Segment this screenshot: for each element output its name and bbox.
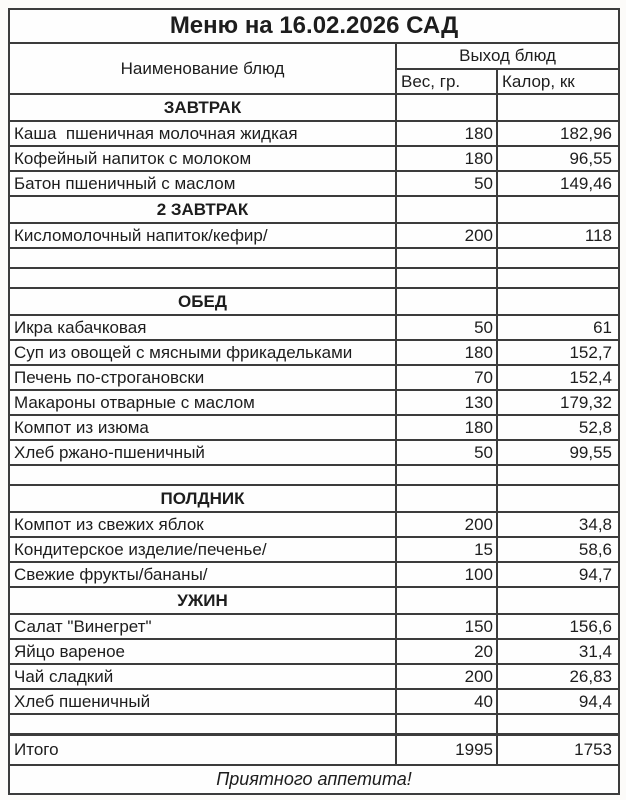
menu-item-row — [9, 315, 619, 340]
dish-name-cell: Макароны отварные с маслом — [9, 390, 396, 415]
calories-cell: 31,4 — [497, 639, 619, 664]
dish-name-cell — [9, 268, 396, 288]
weight-cell — [396, 485, 497, 512]
calories-cell: 58,6 — [497, 537, 619, 562]
dish-name-cell — [9, 248, 396, 268]
calories-cell: 34,8 — [497, 512, 619, 537]
dish-name-cell: ОБЕД — [9, 288, 396, 315]
section-header-row — [9, 94, 619, 121]
menu-item-row — [9, 415, 619, 440]
calories-cell — [497, 268, 619, 288]
menu-item-row — [9, 614, 619, 639]
column-header-calories: Калор, кк — [497, 69, 619, 94]
calories-cell: 118 — [497, 223, 619, 248]
weight-cell — [396, 268, 497, 288]
weight-cell: 180 — [396, 121, 497, 146]
calories-cell: 1753 — [497, 734, 619, 765]
calories-cell: 149,46 — [497, 171, 619, 196]
column-header-output: Выход блюд — [396, 43, 619, 69]
weight-cell: 200 — [396, 223, 497, 248]
section-header-row — [9, 288, 619, 315]
menu-item-row — [9, 537, 619, 562]
section-header-row — [9, 196, 619, 223]
menu-rows — [9, 94, 619, 765]
weight-cell: 200 — [396, 512, 497, 537]
menu-item-row — [9, 365, 619, 390]
menu-item-row — [9, 223, 619, 248]
weight-cell — [396, 288, 497, 315]
calories-cell — [497, 288, 619, 315]
dish-name-cell: УЖИН — [9, 587, 396, 614]
weight-cell: 70 — [396, 365, 497, 390]
menu-item-row — [9, 512, 619, 537]
header-row-group — [9, 43, 619, 69]
dish-name-cell: Хлеб пшеничный — [9, 689, 396, 714]
dish-name-cell: Итого — [9, 734, 396, 765]
menu-item-row — [9, 171, 619, 196]
calories-cell: 182,96 — [497, 121, 619, 146]
section-header-row — [9, 485, 619, 512]
calories-cell: 179,32 — [497, 390, 619, 415]
calories-cell — [497, 714, 619, 734]
weight-cell: 180 — [396, 340, 497, 365]
dish-name-cell: 2 ЗАВТРАК — [9, 196, 396, 223]
footer-message: Приятного аппетита! — [9, 765, 619, 794]
empty-row — [9, 248, 619, 268]
calories-cell — [497, 485, 619, 512]
calories-cell — [497, 587, 619, 614]
dish-name-cell: Икра кабачковая — [9, 315, 396, 340]
menu-item-row — [9, 146, 619, 171]
menu-item-row — [9, 639, 619, 664]
dish-name-cell: ПОЛДНИК — [9, 485, 396, 512]
menu-item-row — [9, 664, 619, 689]
calories-cell: 152,7 — [497, 340, 619, 365]
weight-cell: 200 — [396, 664, 497, 689]
weight-cell — [396, 587, 497, 614]
dish-name-cell: Кофейный напиток с молоком — [9, 146, 396, 171]
calories-cell: 99,55 — [497, 440, 619, 465]
weight-cell: 15 — [396, 537, 497, 562]
weight-cell — [396, 94, 497, 121]
empty-row — [9, 268, 619, 288]
page-title: Меню на 16.02.2026 САД — [9, 9, 619, 43]
weight-cell: 180 — [396, 415, 497, 440]
calories-cell: 94,4 — [497, 689, 619, 714]
column-header-dish-name: Наименование блюд — [9, 43, 396, 94]
menu-item-row — [9, 689, 619, 714]
weight-cell: 40 — [396, 689, 497, 714]
column-header-weight: Вес, гр. — [396, 69, 497, 94]
dish-name-cell: Компот из изюма — [9, 415, 396, 440]
weight-cell: 50 — [396, 440, 497, 465]
menu-table-header — [9, 9, 619, 94]
weight-cell: 150 — [396, 614, 497, 639]
weight-cell — [396, 196, 497, 223]
weight-cell: 50 — [396, 171, 497, 196]
menu-item-row — [9, 121, 619, 146]
dish-name-cell: ЗАВТРАК — [9, 94, 396, 121]
total-row — [9, 734, 619, 765]
weight-cell: 50 — [396, 315, 497, 340]
menu-item-row — [9, 562, 619, 587]
empty-row — [9, 714, 619, 734]
calories-cell: 26,83 — [497, 664, 619, 689]
weight-cell: 20 — [396, 639, 497, 664]
menu-table — [8, 8, 620, 795]
dish-name-cell: Чай сладкий — [9, 664, 396, 689]
calories-cell: 94,7 — [497, 562, 619, 587]
menu-item-row — [9, 340, 619, 365]
dish-name-cell: Хлеб ржано-пшеничный — [9, 440, 396, 465]
dish-name-cell: Батон пшеничный с маслом — [9, 171, 396, 196]
dish-name-cell: Каша пшеничная молочная жидкая — [9, 121, 396, 146]
weight-cell: 180 — [396, 146, 497, 171]
footer-row — [9, 765, 619, 794]
calories-cell: 61 — [497, 315, 619, 340]
dish-name-cell: Салат "Винегрет" — [9, 614, 396, 639]
calories-cell — [497, 94, 619, 121]
weight-cell — [396, 714, 497, 734]
dish-name-cell: Кисломолочный напиток/кефир/ — [9, 223, 396, 248]
dish-name-cell: Компот из свежих яблок — [9, 512, 396, 537]
calories-cell — [497, 248, 619, 268]
menu-item-row — [9, 440, 619, 465]
weight-cell: 1995 — [396, 734, 497, 765]
weight-cell — [396, 248, 497, 268]
menu-item-row — [9, 390, 619, 415]
dish-name-cell: Кондитерское изделие/печенье/ — [9, 537, 396, 562]
calories-cell: 96,55 — [497, 146, 619, 171]
calories-cell: 156,6 — [497, 614, 619, 639]
title-row — [9, 9, 619, 43]
calories-cell: 52,8 — [497, 415, 619, 440]
weight-cell — [396, 465, 497, 485]
calories-cell — [497, 196, 619, 223]
section-header-row — [9, 587, 619, 614]
dish-name-cell: Суп из овощей с мясными фрикадельками — [9, 340, 396, 365]
dish-name-cell: Печень по-строгановски — [9, 365, 396, 390]
dish-name-cell: Яйцо вареное — [9, 639, 396, 664]
menu-table-footer — [9, 765, 619, 794]
empty-row — [9, 465, 619, 485]
weight-cell: 100 — [396, 562, 497, 587]
weight-cell: 130 — [396, 390, 497, 415]
dish-name-cell: Свежие фрукты/бананы/ — [9, 562, 396, 587]
dish-name-cell — [9, 714, 396, 734]
calories-cell — [497, 465, 619, 485]
calories-cell: 152,4 — [497, 365, 619, 390]
dish-name-cell — [9, 465, 396, 485]
